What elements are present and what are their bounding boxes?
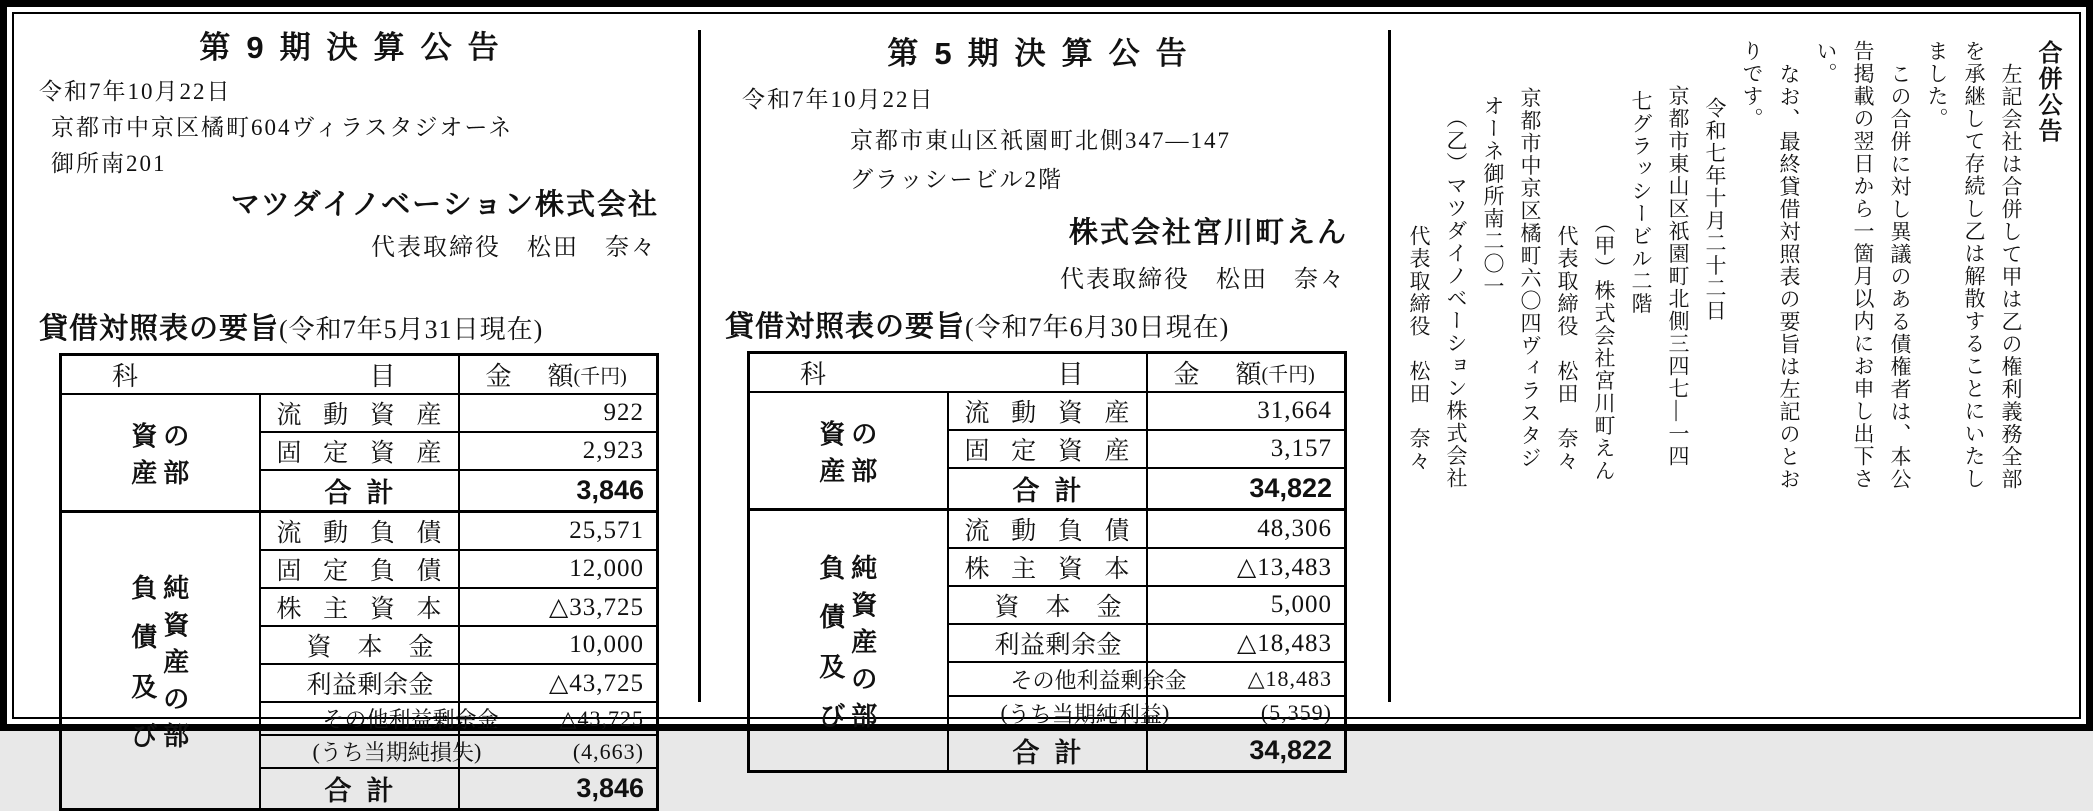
merger-line: ました。 [1925, 40, 1949, 130]
item-amount: 48,306 [1257, 515, 1332, 542]
total-amount: 34,822 [1249, 735, 1332, 765]
notice-term5-address1: 京都市東山区祇園町北側347―147 [850, 128, 1231, 153]
notice-term9-title: 第9期決算公告 [199, 30, 515, 65]
merger-line: を承継して存続し乙は解散することにいたし [1962, 40, 1986, 490]
notice-term5 [700, 14, 1390, 768]
header-amount: 金 額 [1173, 360, 1262, 389]
merger-line: りです。 [1740, 40, 1764, 130]
item-label: 資 本 金 [994, 594, 1122, 621]
merger-line: い。 [1814, 40, 1838, 85]
header-amount-cell [1147, 353, 1346, 393]
bs-caption-text: 貸借対照表の要旨 [725, 311, 966, 343]
assets-group-col2: の 部 [163, 420, 190, 488]
total-label: 合 計 [1012, 476, 1082, 506]
merger-company1-name: （甲）株式会社宮川町えん [1592, 212, 1616, 482]
item-label: ( う ち 当 期 純 利 益 ) [1000, 700, 1170, 727]
merger-company1-address: 京都市東山区祇園町北側三四七―一四 [1666, 85, 1690, 468]
item-label: 株 主 資 本 [964, 556, 1130, 583]
bs-caption-text: 貸借対照表の要旨 [39, 313, 280, 345]
total-amount: 34,822 [1249, 473, 1332, 503]
item-label: 固 定 資 産 [276, 440, 442, 467]
merger-line: この合併に対し異議のある債権者は、本公 [1888, 63, 1912, 491]
header-amount-unit: (千円) [573, 366, 627, 388]
notice-term9 [14, 14, 700, 806]
item-amount: △43,725 [559, 705, 644, 731]
item-label: 利 益 剰 余 金 [306, 672, 434, 699]
item-label: 固 定 資 産 [964, 438, 1130, 465]
table-row [61, 512, 658, 551]
table-row [749, 392, 1346, 430]
item-amount: 5,000 [1270, 591, 1332, 618]
item-amount: (4,663) [572, 738, 644, 764]
merger-company2-representative: 代表取締役 松田 奈々 [1407, 225, 1431, 473]
total-amount: 3,846 [576, 773, 644, 803]
liabilities-group-cell [61, 512, 260, 810]
total-label: 合 計 [1012, 738, 1082, 768]
header-amount-unit: (千円) [1261, 364, 1315, 386]
header-amount-cell [459, 355, 658, 395]
notice-term5-representative: 代表取締役 松田 奈々 [1060, 267, 1346, 293]
item-label: そ の 他 利 益 剰 余 金 [1010, 667, 1187, 693]
liabilities-group-cell [749, 510, 948, 772]
table-header-row [749, 353, 1346, 393]
merger-date: 令和七年十月二十二日 [1703, 97, 1727, 322]
notice-term9-bs-caption [39, 306, 700, 347]
merger-line: 告掲載の翌日から一箇月以内にお申し出下さ [1851, 40, 1875, 490]
item-amount: 922 [603, 399, 644, 426]
header-amount: 金 額 [485, 362, 574, 391]
assets-group-col1: 資 産 [819, 418, 846, 486]
item-amount: △33,725 [549, 594, 644, 621]
merger-company2-address: 京都市中京区橘町六〇四ヴィラスタジ [1518, 87, 1542, 470]
total-label: 合 計 [324, 776, 394, 806]
item-amount: △18,483 [1237, 630, 1332, 657]
assets-group-cell [61, 394, 260, 512]
item-label: 固 定 負 債 [276, 558, 442, 585]
merger-announcement [1390, 14, 2079, 717]
merger-company1-address: 七グラッシービル二階 [1629, 90, 1653, 315]
item-amount: (5,359) [1260, 700, 1332, 725]
table-row [61, 394, 658, 432]
balance-sheet-term9 [59, 353, 659, 811]
assets-group-cell [749, 392, 948, 510]
item-label: 資 本 金 [306, 634, 434, 661]
header-subject-cell [61, 355, 459, 395]
item-amount: △13,483 [1237, 554, 1332, 581]
notice-term5-address2: グラッシービル2階 [850, 167, 1064, 192]
merger-company2-name: （乙）マツダイノベーション株式会社 [1444, 107, 1468, 490]
notice-term9-date: 令和7年10月22日 [39, 79, 232, 104]
merger-text-block [1390, 14, 2082, 717]
bs-caption-date: (令和7年6月30日現在) [965, 313, 1230, 342]
header-subject: 科 目 [112, 362, 396, 391]
merger-company1-representative: 代表取締役 松田 奈々 [1555, 225, 1579, 473]
liab-group-col2: 純 資 産 の 部 [163, 573, 190, 751]
total-label: 合 計 [324, 478, 394, 508]
assets-group-col2: の 部 [851, 418, 878, 486]
assets-group-col1: 資 産 [131, 420, 158, 488]
liab-group-col2: 純 資 産 の 部 [851, 553, 878, 731]
notice-term9-address2: 御所南201 [51, 151, 167, 176]
item-label: 株 主 資 本 [276, 596, 442, 623]
liab-group-col1: 負 債 及 び [819, 553, 846, 731]
notice-term5-date: 令和7年10月22日 [742, 87, 935, 112]
item-label: ( う ち 当 期 純 損 失 ) [312, 738, 482, 765]
merger-company2-address: オーネ御所南二〇一 [1481, 95, 1505, 298]
header-subject-cell [749, 353, 1147, 393]
item-label: 流 動 資 産 [276, 402, 442, 429]
item-label: 利 益 剰 余 金 [994, 632, 1122, 659]
item-label: 流 動 負 債 [276, 520, 442, 547]
notice-term5-title: 第5期決算公告 [887, 36, 1203, 71]
item-amount: 25,571 [569, 517, 644, 544]
item-amount: △43,725 [549, 670, 644, 697]
item-amount: 12,000 [569, 555, 644, 582]
notice-term5-company: 株式会社宮川町えん [1068, 217, 1348, 249]
notice-term9-representative: 代表取締役 松田 奈々 [371, 235, 657, 261]
item-label: 流 動 負 債 [964, 518, 1130, 545]
balance-sheet-term5 [747, 351, 1347, 773]
header-subject: 科 目 [800, 360, 1084, 389]
bs-caption-date: (令和7年5月31日現在) [279, 315, 544, 344]
merger-line: なお、最終貸借対照表の要旨は左記のとお [1777, 63, 1801, 491]
notice-term9-address1: 京都市中京区橘町604ヴィラスタジオーネ [51, 115, 514, 140]
total-amount: 3,846 [576, 475, 644, 505]
item-amount: 2,923 [582, 437, 644, 464]
notice-term9-company: マツダイノベーション株式会社 [230, 189, 659, 221]
notice-term5-bs-caption [725, 304, 1390, 345]
liab-group-col1: 負 債 及 び [131, 573, 158, 751]
item-label: そ の 他 利 益 剰 余 金 [322, 707, 499, 732]
merger-line: 左記会社は合併して甲は乙の権利義務全部 [1999, 63, 2023, 491]
item-amount: 10,000 [569, 631, 644, 658]
table-row [749, 510, 1346, 549]
item-amount: 31,664 [1257, 397, 1332, 424]
table-header-row [61, 355, 658, 395]
item-amount: 3,157 [1270, 435, 1332, 462]
merger-title: 合併公告 [2034, 40, 2061, 144]
item-amount: △18,483 [1247, 666, 1332, 691]
item-label: 流 動 資 産 [964, 400, 1130, 427]
